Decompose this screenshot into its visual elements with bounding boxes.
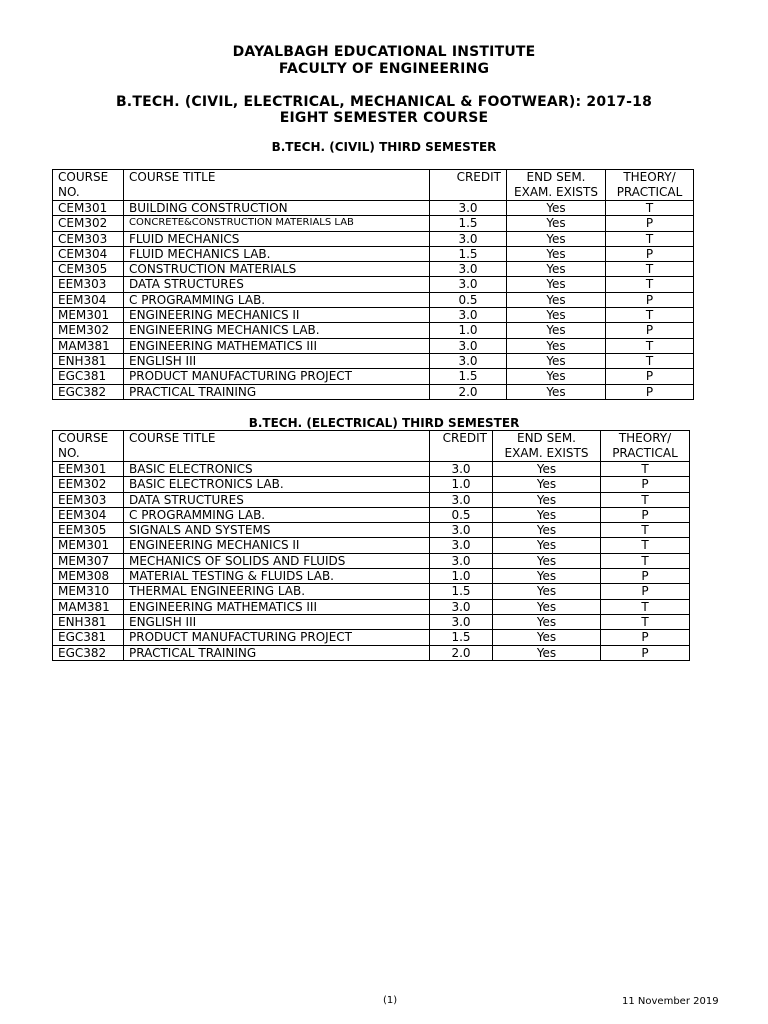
credit-cell: 2.0 xyxy=(430,384,507,399)
end-sem-exam-cell: Yes xyxy=(493,523,601,538)
col-end-sem-line2: EXAM. EXISTS xyxy=(504,446,589,460)
course-code: MEM301 xyxy=(53,538,124,553)
course-title-cell: FLUID MECHANICS LAB. xyxy=(124,246,430,261)
credit-cell: 3.0 xyxy=(430,308,507,323)
credit-cell: 3.0 xyxy=(430,492,493,507)
col-course-title: COURSE TITLE xyxy=(124,170,430,201)
table-row xyxy=(53,538,690,553)
theory-practical-cell: P xyxy=(601,507,690,522)
col-end-sem-line1: END SEM. xyxy=(526,170,586,184)
table-row xyxy=(53,262,694,277)
table-row xyxy=(53,645,690,660)
table-row xyxy=(53,369,694,384)
col-course-no xyxy=(53,431,124,462)
program-title: B.TECH. (CIVIL, ELECTRICAL, MECHANICAL & FOOTWEAR): 2017-18 xyxy=(115,94,653,110)
credit-cell: 1.5 xyxy=(430,630,493,645)
course-code: EEM304 xyxy=(53,292,124,307)
course-code: CEM302 xyxy=(53,216,124,231)
course-title-cell: SIGNALS AND SYSTEMS xyxy=(124,523,430,538)
course-title-cell: ENGLISH III xyxy=(124,614,430,629)
course-code: MAM381 xyxy=(53,338,124,353)
course-title-cell: PRACTICAL TRAINING xyxy=(124,645,430,660)
credit-cell: 3.0 xyxy=(430,231,507,246)
theory-practical-cell: T xyxy=(601,538,690,553)
theory-practical-cell: T xyxy=(606,262,694,277)
course-code: EGC382 xyxy=(53,645,124,660)
table-row xyxy=(53,201,694,216)
col-course-no-line1: COURSE xyxy=(58,431,109,445)
course-code: MEM308 xyxy=(53,569,124,584)
table-row xyxy=(53,507,690,522)
table-row xyxy=(53,630,690,645)
end-sem-exam-cell: Yes xyxy=(507,323,606,338)
course-title-cell: DATA STRUCTURES xyxy=(124,492,430,507)
credit-cell: 3.0 xyxy=(430,262,507,277)
col-credit: CREDIT xyxy=(430,431,493,462)
end-sem-exam-cell: Yes xyxy=(507,292,606,307)
col-theory-practical xyxy=(601,431,690,462)
theory-practical-cell: P xyxy=(601,584,690,599)
theory-practical-cell: T xyxy=(606,338,694,353)
end-sem-exam-cell: Yes xyxy=(507,201,606,216)
col-theory-line1: THEORY/ xyxy=(618,431,672,445)
course-code: ENH381 xyxy=(53,353,124,368)
course-code: CEM303 xyxy=(53,231,124,246)
col-credit: CREDIT xyxy=(430,170,507,201)
faculty-name: FACULTY OF ENGINEERING xyxy=(278,61,490,77)
end-sem-exam-cell: Yes xyxy=(493,614,601,629)
table-row xyxy=(53,384,694,399)
table-row xyxy=(53,477,690,492)
table-row xyxy=(53,231,694,246)
theory-practical-cell: T xyxy=(606,277,694,292)
end-sem-exam-cell: Yes xyxy=(493,477,601,492)
end-sem-exam-cell: Yes xyxy=(507,308,606,323)
end-sem-exam-cell: Yes xyxy=(507,246,606,261)
credit-cell: 1.5 xyxy=(430,369,507,384)
credit-cell: 0.5 xyxy=(430,292,507,307)
course-title-cell: PRACTICAL TRAINING xyxy=(124,384,430,399)
end-sem-exam-cell: Yes xyxy=(507,353,606,368)
credit-cell: 1.0 xyxy=(430,323,507,338)
end-sem-exam-cell: Yes xyxy=(493,462,601,477)
course-code: MAM381 xyxy=(53,599,124,614)
course-title: EIGHT SEMESTER COURSE xyxy=(279,110,489,126)
course-title-cell: BUILDING CONSTRUCTION xyxy=(124,201,430,216)
table-row xyxy=(53,599,690,614)
course-title-cell: ENGINEERING MECHANICS LAB. xyxy=(124,323,430,338)
end-sem-exam-cell: Yes xyxy=(507,262,606,277)
theory-practical-cell: P xyxy=(606,384,694,399)
course-code: EEM305 xyxy=(53,523,124,538)
course-title-cell: PRODUCT MANUFACTURING PROJECT xyxy=(124,630,430,645)
theory-practical-cell: T xyxy=(606,201,694,216)
course-title-cell: ENGLISH III xyxy=(124,353,430,368)
theory-practical-cell: P xyxy=(606,323,694,338)
course-title-cell: BASIC ELECTRONICS xyxy=(124,462,430,477)
end-sem-exam-cell: Yes xyxy=(493,630,601,645)
course-code: EEM304 xyxy=(53,507,124,522)
credit-cell: 2.0 xyxy=(430,645,493,660)
col-course-no xyxy=(53,170,124,201)
theory-practical-cell: T xyxy=(606,308,694,323)
credit-cell: 1.5 xyxy=(430,246,507,261)
end-sem-exam-cell: Yes xyxy=(493,507,601,522)
civil-rows xyxy=(53,201,694,400)
civil-course-table xyxy=(52,169,694,400)
theory-practical-cell: P xyxy=(606,292,694,307)
course-code: EGC382 xyxy=(53,384,124,399)
table-row xyxy=(53,553,690,568)
credit-cell: 3.0 xyxy=(430,614,493,629)
course-title-cell: FLUID MECHANICS xyxy=(124,231,430,246)
col-end-sem xyxy=(507,170,606,201)
end-sem-exam-cell: Yes xyxy=(493,538,601,553)
course-title-cell: ENGINEERING MECHANICS II xyxy=(124,308,430,323)
course-code: EGC381 xyxy=(53,369,124,384)
course-code: MEM302 xyxy=(53,323,124,338)
col-course-no-line2: NO. xyxy=(58,446,80,460)
course-code: EEM303 xyxy=(53,492,124,507)
course-code: MEM310 xyxy=(53,584,124,599)
credit-cell: 3.0 xyxy=(430,277,507,292)
credit-cell: 3.0 xyxy=(430,462,493,477)
end-sem-exam-cell: Yes xyxy=(493,599,601,614)
theory-practical-cell: P xyxy=(601,630,690,645)
col-course-no-line2: NO. xyxy=(58,185,80,199)
course-code: MEM307 xyxy=(53,553,124,568)
course-title-cell: BASIC ELECTRONICS LAB. xyxy=(124,477,430,492)
course-title-cell: MATERIAL TESTING & FLUIDS LAB. xyxy=(124,569,430,584)
course-code: EEM302 xyxy=(53,477,124,492)
page-number: (1) xyxy=(383,995,398,1006)
credit-cell: 3.0 xyxy=(430,523,493,538)
end-sem-exam-cell: Yes xyxy=(493,492,601,507)
credit-cell: 1.5 xyxy=(430,584,493,599)
end-sem-exam-cell: Yes xyxy=(507,277,606,292)
col-end-sem xyxy=(493,431,601,462)
course-title-cell: ENGINEERING MECHANICS II xyxy=(124,538,430,553)
table-row xyxy=(53,353,694,368)
end-sem-exam-cell: Yes xyxy=(493,553,601,568)
table-header-row xyxy=(53,431,690,462)
course-code: ENH381 xyxy=(53,614,124,629)
table-row xyxy=(53,569,690,584)
table-row xyxy=(53,246,694,261)
course-title-cell: THERMAL ENGINEERING LAB. xyxy=(124,584,430,599)
institute-name: DAYALBAGH EDUCATIONAL INSTITUTE xyxy=(232,44,536,60)
col-theory-line1: THEORY/ xyxy=(623,170,676,184)
theory-practical-cell: P xyxy=(601,477,690,492)
table-row xyxy=(53,292,694,307)
theory-practical-cell: T xyxy=(601,462,690,477)
course-title-cell: CONSTRUCTION MATERIALS xyxy=(124,262,430,277)
col-theory-line2: PRACTICAL xyxy=(612,446,678,460)
theory-practical-cell: P xyxy=(606,369,694,384)
credit-cell: 0.5 xyxy=(430,507,493,522)
col-course-title: COURSE TITLE xyxy=(124,431,430,462)
theory-practical-cell: T xyxy=(601,523,690,538)
end-sem-exam-cell: Yes xyxy=(507,338,606,353)
table-row xyxy=(53,614,690,629)
table-row xyxy=(53,216,694,231)
end-sem-exam-cell: Yes xyxy=(507,384,606,399)
course-title-cell: PRODUCT MANUFACTURING PROJECT xyxy=(124,369,430,384)
course-title-cell: CONCRETE&CONSTRUCTION MATERIALS LAB xyxy=(124,216,430,231)
electrical-section-heading: B.TECH. (ELECTRICAL) THIRD SEMESTER xyxy=(248,416,520,430)
theory-practical-cell: P xyxy=(606,216,694,231)
credit-cell: 1.0 xyxy=(430,569,493,584)
end-sem-exam-cell: Yes xyxy=(493,584,601,599)
course-title-cell: MECHANICS OF SOLIDS AND FLUIDS xyxy=(124,553,430,568)
theory-practical-cell: T xyxy=(601,553,690,568)
electrical-rows xyxy=(53,462,690,661)
course-title-cell: C PROGRAMMING LAB. xyxy=(124,507,430,522)
credit-cell: 3.0 xyxy=(430,599,493,614)
table-row xyxy=(53,523,690,538)
course-code: EGC381 xyxy=(53,630,124,645)
electrical-course-table xyxy=(52,430,690,661)
footer-date: 11 November 2019 xyxy=(622,996,719,1007)
theory-practical-cell: T xyxy=(601,614,690,629)
course-title-cell: DATA STRUCTURES xyxy=(124,277,430,292)
theory-practical-cell: P xyxy=(601,645,690,660)
col-theory-practical xyxy=(606,170,694,201)
col-end-sem-line2: EXAM. EXISTS xyxy=(514,185,598,199)
course-code: EEM301 xyxy=(53,462,124,477)
credit-cell: 3.0 xyxy=(430,201,507,216)
theory-practical-cell: T xyxy=(606,353,694,368)
col-theory-line2: PRACTICAL xyxy=(616,185,683,199)
course-title-cell: ENGINEERING MATHEMATICS III xyxy=(124,338,430,353)
course-code: CEM301 xyxy=(53,201,124,216)
theory-practical-cell: P xyxy=(601,569,690,584)
credit-cell: 3.0 xyxy=(430,353,507,368)
credit-cell: 1.5 xyxy=(430,216,507,231)
table-row xyxy=(53,338,694,353)
theory-practical-cell: T xyxy=(606,231,694,246)
civil-section-heading: B.TECH. (CIVIL) THIRD SEMESTER xyxy=(271,140,497,154)
course-code: CEM304 xyxy=(53,246,124,261)
end-sem-exam-cell: Yes xyxy=(493,569,601,584)
end-sem-exam-cell: Yes xyxy=(507,231,606,246)
table-row xyxy=(53,492,690,507)
credit-cell: 3.0 xyxy=(430,553,493,568)
credit-cell: 3.0 xyxy=(430,538,493,553)
course-code: CEM305 xyxy=(53,262,124,277)
table-row xyxy=(53,308,694,323)
table-row xyxy=(53,277,694,292)
end-sem-exam-cell: Yes xyxy=(507,369,606,384)
theory-practical-cell: P xyxy=(606,246,694,261)
end-sem-exam-cell: Yes xyxy=(493,645,601,660)
table-row xyxy=(53,584,690,599)
credit-cell: 1.0 xyxy=(430,477,493,492)
table-header-row xyxy=(53,170,694,201)
theory-practical-cell: T xyxy=(601,492,690,507)
course-title-cell: ENGINEERING MATHEMATICS III xyxy=(124,599,430,614)
credit-cell: 3.0 xyxy=(430,338,507,353)
course-code: MEM301 xyxy=(53,308,124,323)
col-course-no-line1: COURSE xyxy=(58,170,109,184)
table-row xyxy=(53,462,690,477)
course-title-cell: C PROGRAMMING LAB. xyxy=(124,292,430,307)
course-code: EEM303 xyxy=(53,277,124,292)
table-row xyxy=(53,323,694,338)
end-sem-exam-cell: Yes xyxy=(507,216,606,231)
col-end-sem-line1: END SEM. xyxy=(517,431,576,445)
theory-practical-cell: T xyxy=(601,599,690,614)
